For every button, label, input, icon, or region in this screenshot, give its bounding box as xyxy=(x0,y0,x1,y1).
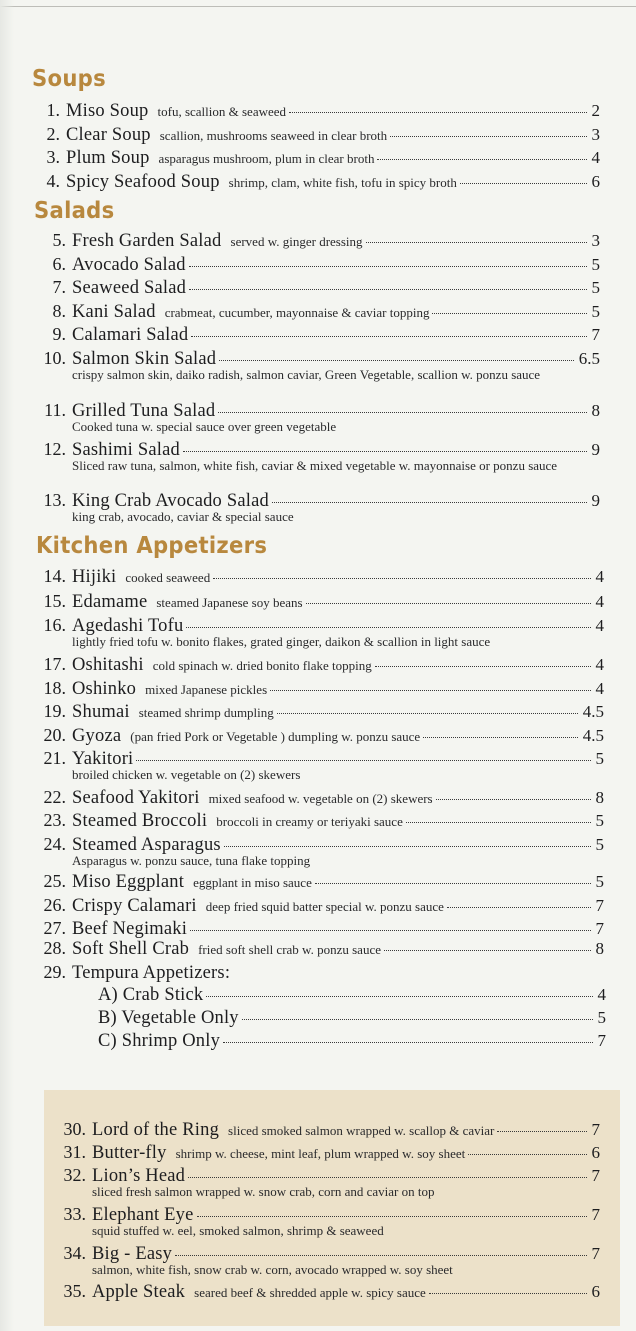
menu-item-row xyxy=(92,1031,606,1053)
item-number: 29. xyxy=(43,962,66,982)
menu-item-row xyxy=(36,171,600,193)
item-name: Clear Soup xyxy=(66,125,151,145)
item-price: 5 xyxy=(595,835,604,854)
item-sub-description: squid stuffed w. eel, smoked salmon, shrimp & seaweed xyxy=(92,1223,384,1238)
menu-item xyxy=(36,100,600,122)
item-description: scallion, mushrooms seaweed in clear broth xyxy=(159,128,388,143)
menu-item xyxy=(36,124,600,146)
dot-leader xyxy=(219,360,574,361)
item-name: Crispy Calamari xyxy=(72,896,197,916)
menu-item xyxy=(36,895,604,917)
dot-leader xyxy=(270,690,590,691)
item-number: 23. xyxy=(43,810,66,830)
item-price: 9 xyxy=(591,440,600,459)
item-number: 13. xyxy=(43,490,66,510)
menu-item xyxy=(56,1142,600,1164)
menu-item-row xyxy=(36,591,604,613)
menu-item xyxy=(36,615,604,649)
item-price: 5 xyxy=(595,749,604,768)
item-number: 34. xyxy=(63,1243,86,1263)
item-number: 26. xyxy=(43,895,66,915)
dot-leader xyxy=(175,1255,586,1256)
dot-leader xyxy=(183,451,587,452)
item-number: 18. xyxy=(43,678,66,698)
item-name: Apple Steak xyxy=(92,1282,186,1302)
item-price: 5 xyxy=(591,302,600,321)
item-number: 27. xyxy=(43,918,66,938)
item-name: Oshitashi xyxy=(72,655,144,675)
item-name: Steamed Broccoli xyxy=(72,811,208,831)
menu-item xyxy=(56,1243,600,1277)
menu-item-row xyxy=(36,124,600,146)
dot-leader xyxy=(224,846,591,847)
item-description: served w. ginger dressing xyxy=(230,234,363,249)
item-description: steamed Japanese soy beans xyxy=(156,595,303,610)
item-number: 3. xyxy=(46,147,60,167)
item-price: 7 xyxy=(591,1244,600,1263)
item-price: 8 xyxy=(591,401,600,420)
menu-item xyxy=(36,918,604,940)
dot-leader xyxy=(277,713,578,714)
item-number: 22. xyxy=(43,787,66,807)
menu-item xyxy=(36,748,604,782)
item-number: 20. xyxy=(43,725,66,745)
dot-leader xyxy=(242,1019,593,1020)
item-name: Fresh Garden Salad xyxy=(72,231,222,251)
item-sub-description: Asparagus w. ponzu sauce, tuna flake topping xyxy=(72,853,311,868)
menu-item-row xyxy=(56,1119,600,1141)
menu-item xyxy=(36,566,604,588)
item-name: King Crab Avocado Salad xyxy=(72,491,269,511)
menu-item xyxy=(56,1281,600,1303)
menu-item-row xyxy=(92,1008,606,1030)
item-price: 6 xyxy=(591,1282,600,1301)
menu-item xyxy=(36,254,600,276)
item-price: 3 xyxy=(591,231,600,250)
dot-leader xyxy=(315,883,591,884)
menu-item-row xyxy=(36,895,604,917)
item-number: 33. xyxy=(63,1204,86,1224)
item-name: Kani Salad xyxy=(72,302,156,322)
dot-leader xyxy=(189,289,586,290)
item-name: Oshinko xyxy=(72,679,137,699)
item-price: 7 xyxy=(597,1031,606,1050)
item-name: C) Shrimp Only xyxy=(98,1031,221,1051)
item-name: Butter-fly xyxy=(92,1143,167,1163)
dot-leader xyxy=(272,502,587,503)
item-number: 30. xyxy=(63,1119,86,1139)
item-name: Miso Soup xyxy=(66,101,149,121)
item-price: 8 xyxy=(595,788,604,807)
menu-item xyxy=(36,725,604,747)
item-number: 21. xyxy=(43,748,66,768)
item-description: (pan fried Pork or Vegetable ) dumpling w. ponzu sauce xyxy=(130,729,421,744)
item-price: 6 xyxy=(591,172,600,191)
menu-item xyxy=(36,348,600,382)
item-price: 4 xyxy=(595,655,604,674)
item-name: A) Crab Stick xyxy=(98,985,204,1005)
item-name: Spicy Seafood Soup xyxy=(66,172,220,192)
item-price: 9 xyxy=(591,491,600,510)
item-number: 7. xyxy=(52,277,66,297)
dot-leader xyxy=(186,627,590,628)
item-name: Beef Negimaki xyxy=(72,919,188,939)
menu-item-row xyxy=(36,962,604,984)
dot-leader xyxy=(460,183,587,184)
item-number: 6. xyxy=(52,254,66,274)
dot-leader xyxy=(390,136,586,137)
item-description: cooked seaweed xyxy=(125,570,211,585)
item-price: 4 xyxy=(595,679,604,698)
item-number: 15. xyxy=(43,591,66,611)
item-sub-description: king crab, avocado, caviar & special sauce xyxy=(72,509,294,524)
menu-item xyxy=(36,787,604,809)
item-name: Plum Soup xyxy=(66,148,150,168)
item-name: Edamame xyxy=(72,592,148,612)
dot-leader xyxy=(191,336,586,337)
menu-item-row xyxy=(36,324,600,346)
item-number: 10. xyxy=(43,348,66,368)
item-number: 25. xyxy=(43,871,66,891)
item-description: shrimp, clam, white fish, tofu in spicy broth xyxy=(228,175,457,190)
menu-item xyxy=(36,701,604,723)
item-price: 7 xyxy=(595,919,604,938)
menu-item-row xyxy=(92,985,606,1007)
item-name: Lion’s Head xyxy=(92,1166,186,1186)
menu-item xyxy=(36,277,600,299)
dot-leader xyxy=(468,1154,586,1155)
item-description: sliced smoked salmon wrapped w. scallop & caviar xyxy=(228,1123,495,1138)
item-price: 7 xyxy=(591,1205,600,1224)
item-price: 2 xyxy=(591,101,600,120)
dot-leader xyxy=(197,1216,587,1217)
item-number: 2. xyxy=(46,124,60,144)
dot-leader xyxy=(188,1177,586,1178)
item-price: 5 xyxy=(595,872,604,891)
menu-item xyxy=(36,490,600,524)
dot-leader xyxy=(384,950,591,951)
dot-leader xyxy=(206,996,592,997)
item-description: mixed Japanese pickles xyxy=(145,682,268,697)
item-number: 12. xyxy=(43,439,66,459)
item-sub-description: broiled chicken w. vegetable on (2) skewers xyxy=(72,767,301,782)
item-description: shrimp w. cheese, mint leaf, plum wrapped w. soy sheet xyxy=(175,1146,466,1161)
tempura-option xyxy=(92,1008,606,1030)
item-number: 14. xyxy=(43,566,66,586)
item-number: 31. xyxy=(63,1142,86,1162)
menu-item xyxy=(36,810,604,832)
menu-item-row xyxy=(36,301,600,323)
menu-item xyxy=(56,1204,600,1238)
menu-item-row xyxy=(56,1281,600,1303)
dot-leader xyxy=(406,822,591,823)
dot-leader xyxy=(289,112,586,113)
dot-leader xyxy=(432,313,586,314)
item-description: crabmeat, cucumber, mayonnaise & caviar topping xyxy=(164,305,430,320)
item-sub-description: Sliced raw tuna, salmon, white fish, caviar & mixed vegetable w. mayonnaise or ponzu sauce xyxy=(72,458,558,473)
dot-leader xyxy=(429,1293,587,1294)
item-price: 7 xyxy=(591,325,600,344)
menu-item-row xyxy=(36,566,604,588)
item-sub-description: lightly fried tofu w. bonito flakes, grated ginger, daikon & scallion in light sauce xyxy=(72,634,491,649)
item-price: 5 xyxy=(591,255,600,274)
dot-leader xyxy=(189,266,587,267)
item-name: Salmon Skin Salad xyxy=(72,349,217,369)
dot-leader xyxy=(447,907,591,908)
kitchen-appetizers-heading: Kitchen Appetizers xyxy=(36,533,268,559)
dot-leader xyxy=(497,1131,586,1132)
item-price: 4 xyxy=(595,592,604,611)
item-description: deep fried squid batter special w. ponzu sauce xyxy=(205,899,444,914)
item-name: Seafood Yakitori xyxy=(72,788,200,808)
item-number: 11. xyxy=(44,400,66,420)
tempura-option xyxy=(92,985,606,1007)
item-name: Grilled Tuna Salad xyxy=(72,401,216,421)
item-number: 16. xyxy=(43,615,66,635)
menu-item xyxy=(36,654,604,676)
item-number: 17. xyxy=(43,654,66,674)
menu-item xyxy=(36,962,604,984)
item-description: eggplant in miso sauce xyxy=(193,875,312,890)
tempura-option xyxy=(92,1031,606,1053)
item-number: 28. xyxy=(43,938,66,958)
item-name: Sashimi Salad xyxy=(72,440,180,460)
menu-item-row xyxy=(36,100,600,122)
item-price: 5 xyxy=(597,1008,606,1027)
item-name: Seaweed Salad xyxy=(72,278,187,298)
item-price: 4 xyxy=(595,616,604,635)
menu-item xyxy=(56,1119,600,1141)
menu-item xyxy=(36,678,604,700)
dot-leader xyxy=(218,412,586,413)
item-price: 5 xyxy=(595,811,604,830)
item-name: Calamari Salad xyxy=(72,325,189,345)
dot-leader xyxy=(136,760,590,761)
item-name: Gyoza xyxy=(72,726,122,746)
menu-item xyxy=(36,938,604,960)
item-name: B) Vegetable Only xyxy=(98,1008,239,1028)
menu-item-row xyxy=(36,701,604,723)
item-name: Miso Eggplant xyxy=(72,872,185,892)
menu-item xyxy=(36,147,600,169)
item-number: 19. xyxy=(43,701,66,721)
item-price: 5 xyxy=(591,278,600,297)
dot-leader xyxy=(306,603,591,604)
item-price: 4.5 xyxy=(582,726,604,745)
item-price: 7 xyxy=(591,1120,600,1139)
item-description: steamed shrimp dumpling xyxy=(138,705,274,720)
menu-item xyxy=(36,171,600,193)
item-sub-description: Cooked tuna w. special sauce over green vegetable xyxy=(72,419,337,434)
item-description: tofu, scallion & seaweed xyxy=(157,104,287,119)
item-name: Avocado Salad xyxy=(72,255,186,275)
item-number: 5. xyxy=(52,230,66,250)
item-name: Steamed Asparagus xyxy=(72,835,221,855)
dot-leader xyxy=(190,930,590,931)
item-number: 24. xyxy=(43,834,66,854)
menu-item-row xyxy=(36,871,604,893)
menu-item xyxy=(36,400,600,434)
item-description: seared beef & shredded apple w. spicy sauce xyxy=(194,1285,426,1300)
item-number: 1. xyxy=(46,100,60,120)
menu-item xyxy=(56,1165,600,1199)
dot-leader xyxy=(223,1042,592,1043)
item-price: 4 xyxy=(595,567,604,586)
item-description: fried soft shell crab w. ponzu sauce xyxy=(198,942,381,957)
dot-leader xyxy=(377,159,586,160)
item-sub-description: salmon, white fish, snow crab w. corn, avocado wrapped w. soy sheet xyxy=(92,1262,453,1277)
item-description: broccoli in creamy or teriyaki sauce xyxy=(216,814,403,829)
item-description: cold spinach w. dried bonito flake topping xyxy=(152,658,372,673)
menu-item-row xyxy=(36,254,600,276)
item-sub-description: crispy salmon skin, daiko radish, salmon caviar, Green Vegetable, scallion w. ponzu sauce xyxy=(72,367,541,382)
item-description: asparagus mushroom, plum in clear broth xyxy=(158,151,375,166)
dot-leader xyxy=(213,578,590,579)
item-name: Yakitori xyxy=(72,749,134,769)
item-number: 4. xyxy=(46,171,60,191)
item-name: Elephant Eye xyxy=(92,1205,194,1225)
item-price: 6.5 xyxy=(578,349,600,368)
menu-item-row xyxy=(56,1142,600,1164)
item-name: Tempura Appetizers: xyxy=(72,963,231,983)
dot-leader xyxy=(423,737,578,738)
dot-leader xyxy=(436,799,591,800)
menu-item xyxy=(36,439,600,473)
menu-item xyxy=(36,591,604,613)
item-name: Agedashi Tofu xyxy=(72,616,184,636)
salads-heading: Salads xyxy=(34,198,115,224)
item-description: mixed seafood w. vegetable on (2) skewers xyxy=(208,791,433,806)
menu-item-row xyxy=(36,810,604,832)
menu-item-row xyxy=(36,678,604,700)
item-price: 7 xyxy=(591,1166,600,1185)
item-name: Soft Shell Crab xyxy=(72,939,190,959)
item-price: 4.5 xyxy=(582,702,604,721)
item-name: Shumai xyxy=(72,702,130,722)
menu-item-row xyxy=(36,918,604,940)
menu-item-row xyxy=(36,654,604,676)
menu-item-row xyxy=(36,725,604,747)
item-number: 32. xyxy=(63,1165,86,1185)
menu-item-row xyxy=(36,787,604,809)
menu-item xyxy=(36,230,600,252)
item-price: 3 xyxy=(591,125,600,144)
dot-leader xyxy=(366,242,587,243)
menu-item xyxy=(36,871,604,893)
item-price: 4 xyxy=(591,148,600,167)
menu-item xyxy=(36,324,600,346)
menu-item xyxy=(36,834,604,868)
item-name: Big - Easy xyxy=(92,1244,173,1264)
item-price: 6 xyxy=(591,1143,600,1162)
menu-item-row xyxy=(36,277,600,299)
item-name: Lord of the Ring xyxy=(92,1120,220,1140)
menu-item-row xyxy=(36,230,600,252)
item-price: 4 xyxy=(597,985,606,1004)
menu-item-row xyxy=(36,938,604,960)
item-name: Hijiki xyxy=(72,567,117,587)
menu-item-row xyxy=(36,147,600,169)
item-number: 8. xyxy=(52,301,66,321)
item-number: 35. xyxy=(63,1281,86,1301)
soups-heading: Soups xyxy=(32,66,106,92)
menu-item xyxy=(36,301,600,323)
item-number: 9. xyxy=(52,324,66,344)
item-price: 7 xyxy=(595,896,604,915)
dot-leader xyxy=(375,666,591,667)
item-price: 8 xyxy=(595,939,604,958)
item-sub-description: sliced fresh salmon wrapped w. snow crab, corn and caviar on top xyxy=(92,1184,435,1199)
